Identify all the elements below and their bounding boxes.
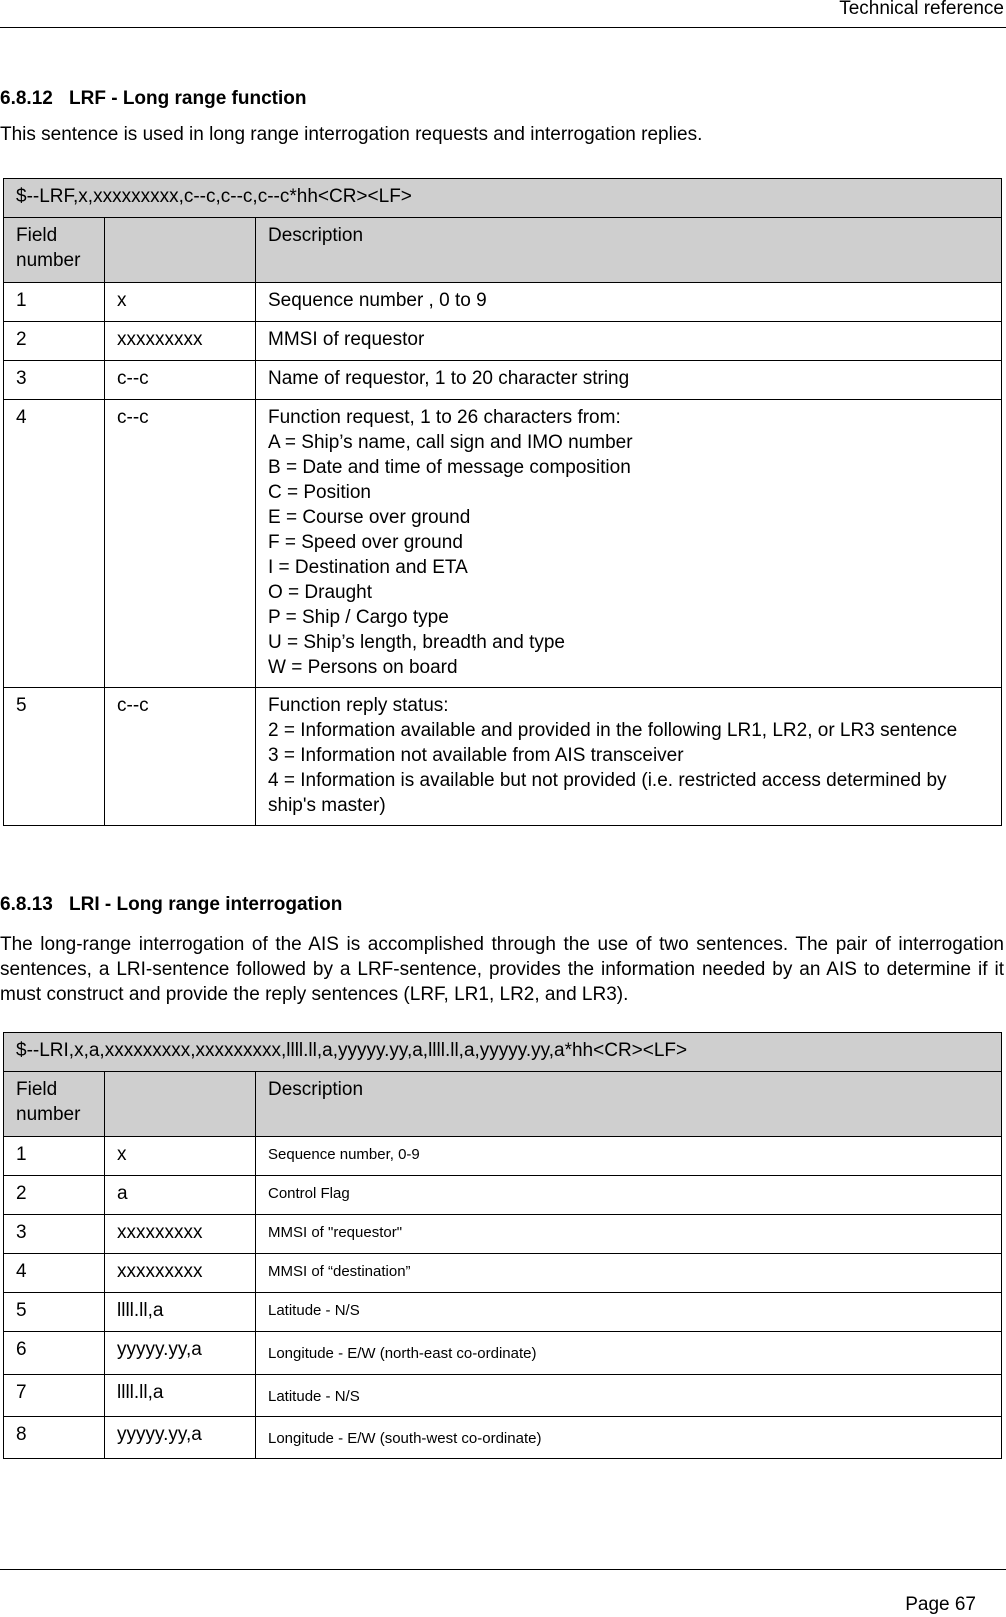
table-row	[4, 688, 1002, 826]
table-row	[4, 400, 1002, 688]
table-row	[4, 1293, 1002, 1332]
page-number: Page 67	[905, 1594, 976, 1615]
field-description: Control Flag	[256, 1176, 1002, 1215]
section-number: 6.8.13	[0, 894, 53, 915]
field-description: Latitude - N/S	[256, 1293, 1002, 1332]
field-description: MMSI of requestor	[256, 322, 1002, 361]
field-description: Function request, 1 to 26 characters from: A = Ship’s name, call sign and IMO number B = Date and time of message composition C = Position E = Course over ground F = Speed over ground I = Destination and ETA O = Draught P = Ship / Cargo type U = Ship’s length, breadth and type W = Persons on board	[256, 400, 1002, 688]
section-title: LRF - Long range function	[69, 88, 307, 109]
column-header-symbol	[105, 1072, 256, 1137]
table-row	[4, 1417, 1002, 1459]
field-symbol: a	[105, 1176, 256, 1215]
field-symbol: c--c	[105, 400, 256, 688]
header-title: Technical reference	[839, 0, 1004, 19]
table-row	[4, 1137, 1002, 1176]
field-description: MMSI of "requestor"	[256, 1215, 1002, 1254]
table-row	[4, 1332, 1002, 1375]
field-symbol: xxxxxxxxx	[105, 322, 256, 361]
field-symbol: xxxxxxxxx	[105, 1254, 256, 1293]
field-symbol: c--c	[105, 361, 256, 400]
column-header-symbol	[105, 218, 256, 283]
field-symbol: c--c	[105, 688, 256, 826]
field-symbol: x	[105, 283, 256, 322]
section-number: 6.8.12	[0, 88, 53, 109]
table-format-row	[4, 179, 1002, 218]
field-number: 5	[4, 688, 105, 826]
field-number: 1	[4, 283, 105, 322]
field-number: 4	[4, 1254, 105, 1293]
table-header-row	[4, 218, 1002, 283]
field-description: Longitude - E/W (south-west co-ordinate)	[256, 1417, 1002, 1459]
page-header	[0, 0, 1006, 28]
field-symbol: yyyyy.yy,a	[105, 1332, 256, 1375]
section-title: LRI - Long range interrogation	[69, 894, 343, 915]
field-number: 4	[4, 400, 105, 688]
table-row	[4, 1254, 1002, 1293]
field-symbol: yyyyy.yy,a	[105, 1417, 256, 1459]
field-number: 8	[4, 1417, 105, 1459]
lri-field-table	[3, 1032, 1002, 1459]
field-number: 6	[4, 1332, 105, 1375]
field-number: 2	[4, 322, 105, 361]
table-row	[4, 361, 1002, 400]
table-row	[4, 1215, 1002, 1254]
field-number: 2	[4, 1176, 105, 1215]
field-description: Function reply status: 2 = Information available and provided in the following LR1, LR2, or LR3 sentence 3 = Information not available from AIS transceiver 4 = Information is available but not provided (i.e. restricted access determined by ship's master)	[256, 688, 1002, 826]
table-header-row	[4, 1072, 1002, 1137]
table-row	[4, 322, 1002, 361]
column-header-field-number: Field number	[4, 218, 105, 283]
table-row	[4, 283, 1002, 322]
section-heading-lri	[0, 894, 342, 916]
sentence-format: $--LRI,x,a,xxxxxxxxx,xxxxxxxxx,llll.ll,a,yyyyy.yy,a,llll.ll,a,yyyyy.yy,a*hh<CR><LF>	[4, 1033, 1002, 1072]
field-symbol: llll.ll,a	[105, 1293, 256, 1332]
field-symbol: llll.ll,a	[105, 1375, 256, 1417]
column-header-description: Description	[256, 1072, 1002, 1137]
section-heading-lrf	[0, 88, 306, 110]
table-row	[4, 1375, 1002, 1417]
field-number: 3	[4, 1215, 105, 1254]
column-header-description: Description	[256, 218, 1002, 283]
section-intro: This sentence is used in long range interrogation requests and interrogation replies.	[0, 124, 703, 145]
field-description: Name of requestor, 1 to 20 character string	[256, 361, 1002, 400]
field-number: 7	[4, 1375, 105, 1417]
table-row	[4, 1176, 1002, 1215]
field-description: Sequence number, 0-9	[256, 1137, 1002, 1176]
section-intro: The long-range interrogation of the AIS is accomplished through the use of two sentences. The pair of interrogation sentences, a LRI-sentence followed by a LRF-sentence, provides the information needed by an AIS to determine if it must construct and provide the reply sentences (LRF, LR1, LR2, and LR3).	[0, 934, 1004, 1005]
field-symbol: xxxxxxxxx	[105, 1215, 256, 1254]
table-format-row	[4, 1033, 1002, 1072]
sentence-format: $--LRF,x,xxxxxxxxx,c--c,c--c,c--c*hh<CR><LF>	[4, 179, 1002, 218]
field-number: 5	[4, 1293, 105, 1332]
field-number: 1	[4, 1137, 105, 1176]
field-description: MMSI of “destination”	[256, 1254, 1002, 1293]
field-symbol: x	[105, 1137, 256, 1176]
field-description: Latitude - N/S	[256, 1375, 1002, 1417]
field-description: Sequence number , 0 to 9	[256, 283, 1002, 322]
field-description: Longitude - E/W (north-east co-ordinate)	[256, 1332, 1002, 1375]
column-header-field-number: Field number	[4, 1072, 105, 1137]
field-number: 3	[4, 361, 105, 400]
page-footer	[0, 1569, 1006, 1617]
lrf-field-table	[3, 178, 1002, 826]
